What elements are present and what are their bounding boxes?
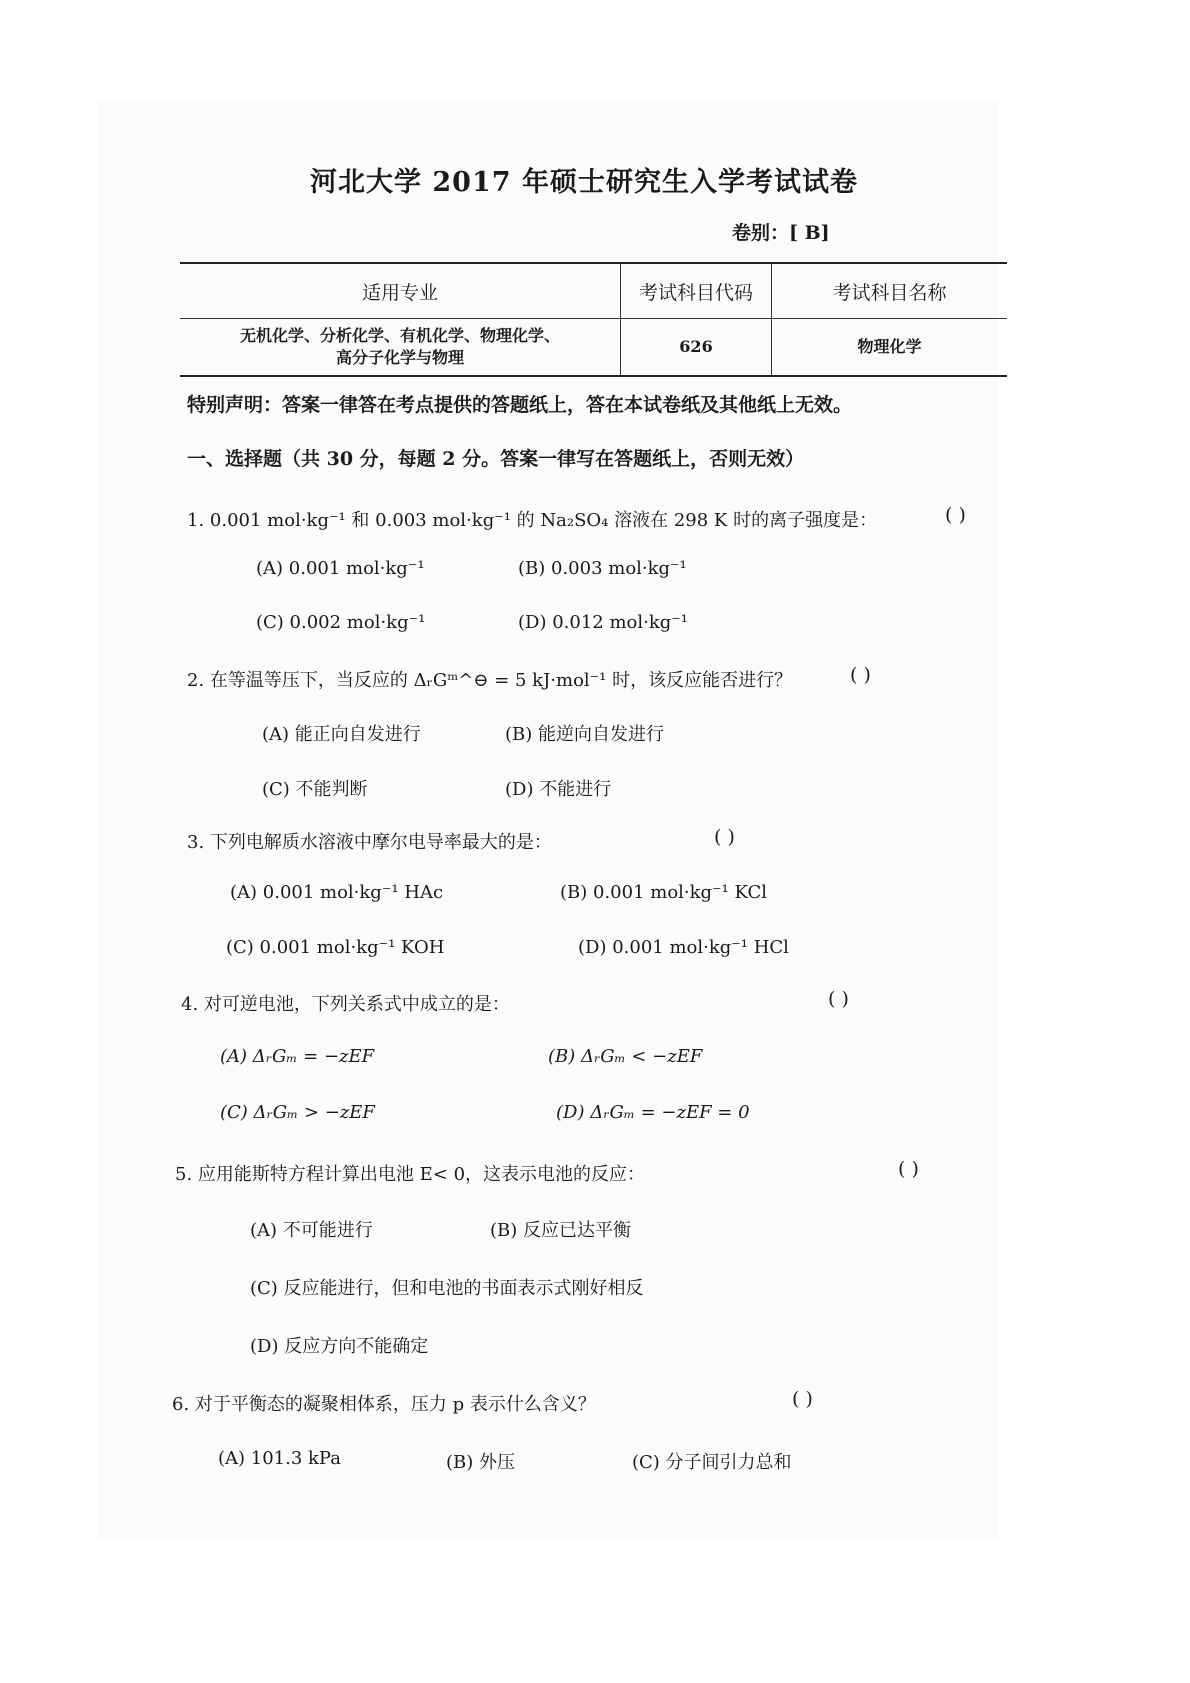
option-d: (D) 不能进行 <box>505 779 612 800</box>
question-5-stem <box>175 1160 645 1186</box>
special-notice: 特别声明：答案一律答在考点提供的答题纸上，答在本试卷纸及其他纸上无效。 <box>187 394 853 416</box>
question-text: 下列电解质水溶液中摩尔电导率最大的是： <box>209 832 552 853</box>
option-c: (C) ΔᵣGₘ > −zEF <box>220 1102 375 1123</box>
option-c: (C) 不能判断 <box>262 779 368 800</box>
majors-line-1: 无机化学、分析化学、有机化学、物理化学、 <box>239 326 560 345</box>
option-a: (A) 0.001 mol·kg⁻¹ <box>256 558 425 579</box>
answer-blank: ( ) <box>945 504 966 526</box>
option-d: (D) ΔᵣGₘ = −zEF = 0 <box>556 1102 750 1123</box>
question-text: 对于平衡态的凝聚相体系，压力 p 表示什么含义？ <box>194 1394 596 1415</box>
option-d: (D) 0.001 mol·kg⁻¹ HCl <box>578 937 789 958</box>
question-number: 1. <box>187 510 205 531</box>
answer-blank: ( ) <box>850 664 871 686</box>
cell-majors <box>180 319 621 377</box>
header-code: 考试科目代码 <box>621 263 772 319</box>
table-header-row <box>180 263 1007 319</box>
cell-code: 626 <box>621 319 772 377</box>
option-c: (C) 分子间引力总和 <box>632 1452 792 1473</box>
question-number: 3. <box>187 832 205 853</box>
option-c: (C) 0.001 mol·kg⁻¹ KOH <box>226 937 445 958</box>
question-4-stem <box>181 990 510 1016</box>
option-a: (A) 能正向自发进行 <box>262 724 421 745</box>
majors-line-2: 高分子化学与物理 <box>335 348 464 367</box>
option-b: (B) 0.003 mol·kg⁻¹ <box>518 558 687 579</box>
question-number: 2. <box>187 670 205 691</box>
answer-blank: ( ) <box>828 988 849 1010</box>
option-a: (A) 不可能进行 <box>250 1220 373 1241</box>
option-a: (A) 101.3 kPa <box>218 1448 341 1469</box>
question-1-stem <box>187 506 877 532</box>
exam-title: 河北大学 2017 年硕士研究生入学考试试卷 <box>310 167 858 198</box>
option-b: (B) 外压 <box>446 1452 515 1473</box>
question-6-stem <box>172 1390 596 1416</box>
option-b: (B) ΔᵣGₘ < −zEF <box>548 1046 703 1067</box>
option-a: (A) ΔᵣGₘ = −zEF <box>220 1046 375 1067</box>
answer-blank: ( ) <box>792 1388 813 1410</box>
table-row <box>180 319 1007 377</box>
question-text: 0.001 mol·kg⁻¹ 和 0.003 mol·kg⁻¹ 的 Na₂SO₄ 溶液在 298 K 时的离子强度是： <box>209 510 878 531</box>
section-title: 一、选择题（共 30 分，每题 2 分。答案一律写在答题纸上，否则无效） <box>187 448 805 470</box>
exam-info-table <box>180 262 1007 377</box>
question-number: 5. <box>175 1164 193 1185</box>
option-b: (B) 反应已达平衡 <box>490 1220 631 1241</box>
question-text: 应用能斯特方程计算出电池 E< 0，这表示电池的反应： <box>197 1164 646 1185</box>
option-c: (C) 反应能进行，但和电池的书面表示式刚好相反 <box>250 1278 644 1299</box>
answer-blank: ( ) <box>898 1158 919 1180</box>
question-number: 4. <box>181 994 199 1015</box>
cell-subject: 物理化学 <box>857 337 922 356</box>
option-d: (D) 反应方向不能确定 <box>250 1336 429 1357</box>
option-d: (D) 0.012 mol·kg⁻¹ <box>518 612 688 633</box>
question-2-stem <box>187 666 792 692</box>
option-b: (B) 0.001 mol·kg⁻¹ KCl <box>560 882 767 903</box>
question-3-stem <box>187 828 552 854</box>
option-a: (A) 0.001 mol·kg⁻¹ HAc <box>230 882 444 903</box>
question-text: 在等温等压下，当反应的 ΔᵣGᵐ^⊖ = 5 kJ·mol⁻¹ 时，该反应能否进行？ <box>209 670 793 691</box>
question-number: 6. <box>172 1394 190 1415</box>
header-major: 适用专业 <box>180 263 621 319</box>
answer-blank: ( ) <box>714 826 735 848</box>
option-c: (C) 0.002 mol·kg⁻¹ <box>256 612 426 633</box>
paper-type-label: 卷别：[ B] <box>732 222 830 244</box>
header-subject: 考试科目名称 <box>772 263 1008 319</box>
option-b: (B) 能逆向自发进行 <box>505 724 664 745</box>
question-text: 对可逆电池，下列关系式中成立的是： <box>203 994 510 1015</box>
